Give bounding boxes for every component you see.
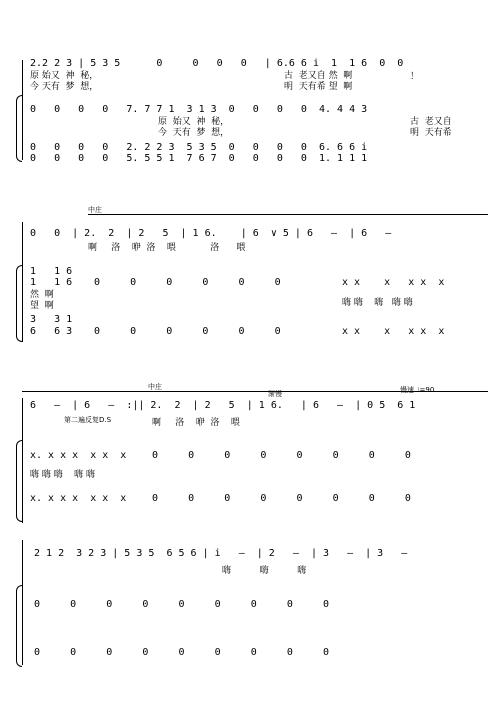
system2-left-lyrics-b: 望 啊 — [30, 301, 54, 311]
system4-zeros-row1: 0 0 0 0 0 0 0 0 0 — [34, 599, 330, 610]
system2-zeros-row1: 0 0 0 0 0 0 — [94, 277, 281, 288]
system2-left-bar — [22, 222, 23, 342]
system3-fast-mark: 慢速 ♩=90 — [400, 386, 435, 394]
system3-tempo-mark: 中庄 — [148, 383, 162, 391]
system1-brace — [16, 95, 22, 162]
system3-slow-mark: 渐慢 — [268, 390, 282, 398]
system1-voice1-lyrics-d: 明 天有希 望 啊 — [284, 82, 353, 92]
system1-voice2-lyrics-d: 明 天有希 — [410, 128, 452, 138]
system1-voice1-lyrics-c: 古 老又自 然 啊 — [284, 71, 353, 81]
system2-left-notes-a: 1 1 6 — [30, 266, 73, 277]
system2-top-rule — [88, 214, 488, 215]
system3-xx-row2: x. x x x x x x — [30, 493, 127, 504]
system3-repeat-text: 第二遍反复D.S — [64, 416, 112, 424]
system3-zeros-row1: 0 0 0 0 0 0 0 0 — [152, 450, 411, 461]
system1-voice2-lyrics-a: 原 始又 神 秘， — [158, 117, 230, 127]
system2-left-notes-d: 6 6 3 — [30, 326, 73, 337]
system2-voice1-notes: 0 0 | 2. 2 | 2 5 | 1 6. | 6 ∨ 5 | 6 – | 6 – — [30, 228, 392, 239]
system2-brace — [16, 265, 22, 342]
system2-voice1-lyrics: 啊 洛 咿 洛 喂 洛 喂 — [88, 243, 246, 253]
system3-xx-lyrics: 嗨 嗨 嗨 嗨 嗨 — [30, 470, 96, 480]
system1-voice4-notes: 0 0 0 0 5. 5 5 1 7 6 7 0 0 0 0 1. 1 1 1 — [30, 153, 368, 164]
system3-xx-row1: x. x x x x x x — [30, 450, 127, 461]
system4-voice1-notes: 2 1 2 3 2 3 | 5 3 5 6 5 6 | i – | 2 – | 3 – | 3 – — [34, 548, 408, 559]
system1-voice1-lyrics-a: 原 始又 神 秘， — [30, 71, 99, 81]
system2-xx-lyrics: 嗨 嗨 嗨 嗨 嗨 — [342, 298, 413, 308]
system3-zeros-row2: 0 0 0 0 0 0 0 0 — [152, 493, 411, 504]
system2-tempo-mark: 中庄 — [88, 206, 102, 214]
system3-brace — [16, 440, 22, 522]
system3-voice1-notes: 6 – | 6 – :|| 2. 2 | 2 5 | 1 6. | 6 – | 0 5 6 1 — [30, 400, 416, 411]
system1-exclamation: ！ — [410, 72, 420, 82]
system4-zeros-row2: 0 0 0 0 0 0 0 0 0 — [34, 647, 330, 658]
system2-xx-row1: x x x x x x — [342, 277, 445, 288]
system4-voice1-lyrics: 嗨 嗨 嗨 — [222, 566, 307, 576]
system2-left-lyrics-a: 然 啊 — [30, 290, 54, 300]
system1-voice1-lyrics-b: 今 天有 梦 想， — [30, 82, 99, 92]
system1-voice2-notes: 0 0 0 0 7. 7 7 1 3 1 3 0 0 0 0 4. 4 4 3 — [30, 104, 368, 115]
system2-xx-row2: x x x x x x — [342, 326, 445, 337]
system3-voice1-lyrics: 啊 洛 咿 洛 喂 — [152, 418, 240, 428]
system3-left-bar — [22, 398, 23, 523]
system1-voice3-notes: 0 0 0 0 2. 2 2 3 5 3 5 0 0 0 0 6. 6 6 i — [30, 142, 368, 153]
system1-left-bar — [22, 60, 23, 160]
system4-brace — [16, 585, 22, 667]
system4-left-bar — [22, 540, 23, 665]
system2-left-notes-c: 3 3 1 — [30, 314, 73, 325]
system1-voice2-lyrics-c: 古 老又自 — [410, 117, 452, 127]
system2-zeros-row2: 0 0 0 0 0 0 — [94, 326, 281, 337]
system1-voice2-lyrics-b: 今 天有 梦 想， — [158, 128, 230, 138]
system2-left-notes-b: 1 1 6 — [30, 277, 73, 288]
system1-voice1-notes: 2.2 2 3 | 5 3 5 0 0 0 0 | 6.6 6 i 1 1 6 0 0 — [30, 58, 404, 69]
